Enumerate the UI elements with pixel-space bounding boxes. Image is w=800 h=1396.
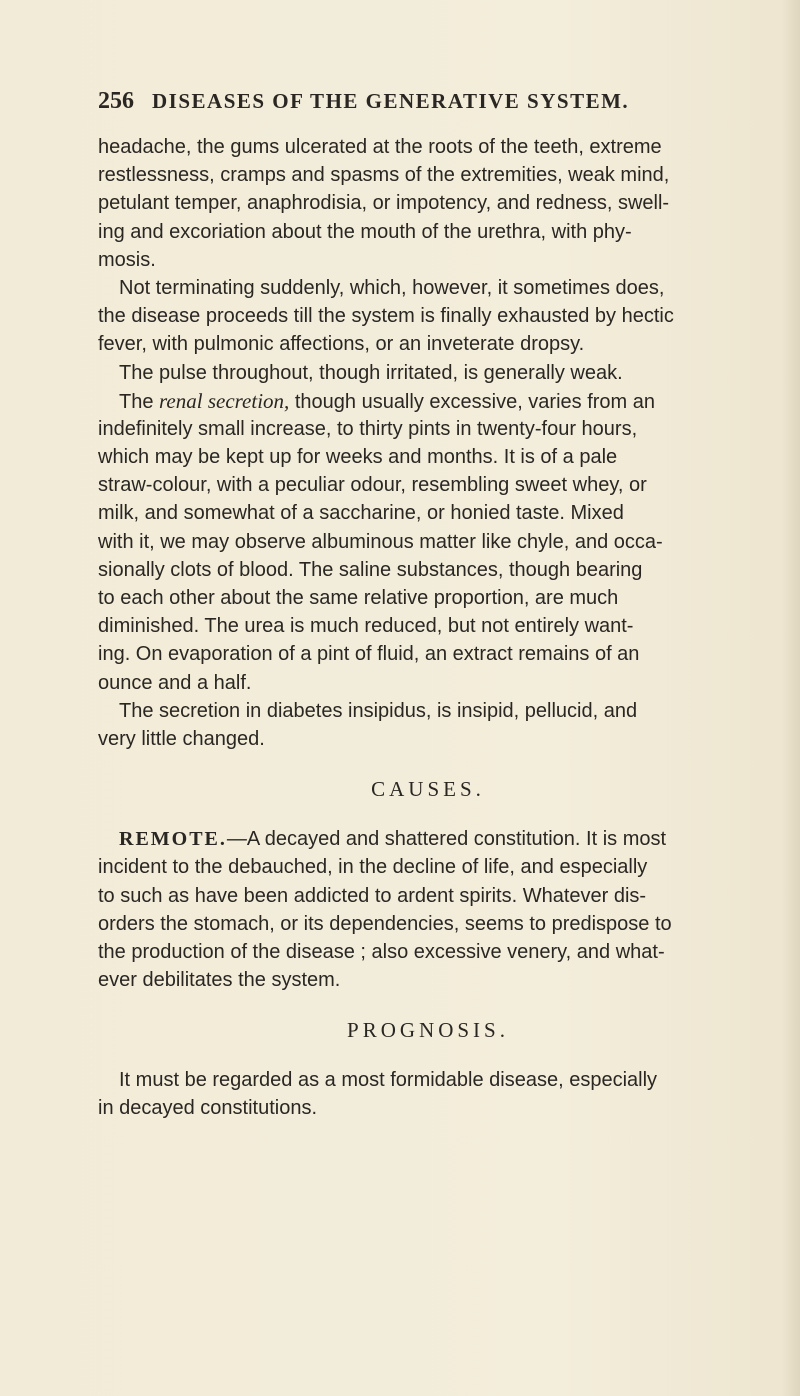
subsection-label-remote: REMOTE.	[119, 828, 227, 851]
text-line: Not terminating suddenly, which, however, it sometimes does,	[119, 276, 665, 299]
italic-term: renal secretion,	[159, 388, 290, 413]
text-line	[98, 825, 758, 853]
text-line: indefinitely small increase, to thirty pints in twenty-four hours,	[98, 417, 638, 440]
text-line: fever, with pulmonic affections, or an inveterate dropsy.	[98, 333, 585, 356]
text-line	[98, 387, 758, 415]
text-line: The pulse throughout, though irritated, is generally weak.	[119, 361, 623, 384]
text-line: ounce and a half.	[98, 671, 252, 694]
text-line: The secretion in diabetes insipidus, is insipid, pellucid, and	[119, 699, 638, 722]
section-heading-causes: CAUSES.	[371, 777, 485, 802]
running-head	[98, 88, 698, 118]
text-run: though usually excessive, varies from an	[289, 390, 656, 413]
text-line: restlessness, cramps and spasms of the extremities, weak mind,	[98, 164, 670, 187]
text-line: ever debilitates the system.	[98, 969, 341, 992]
running-title: DISEASES OF THE GENERATIVE SYSTEM.	[152, 89, 630, 113]
text-line: the production of the disease ; also excessive venery, and what-	[98, 940, 665, 963]
text-line: to such as have been addicted to ardent spirits. Whatever dis-	[98, 884, 647, 907]
text-run: —A decayed and shattered constitution. It is most	[226, 828, 667, 851]
text-run: The	[119, 390, 160, 413]
text-line: headache, the gums ulcerated at the roots of the teeth, extreme	[98, 136, 662, 158]
text-line: ing. On evaporation of a pint of fluid, an extract remains of an	[98, 643, 640, 666]
text-line: to each other about the same relative proportion, are much	[98, 587, 619, 609]
text-line: mosis.	[98, 248, 156, 271]
text-line: straw-colour, with a peculiar odour, resembling sweet whey, or	[98, 474, 647, 497]
text-line: the disease proceeds till the system is finally exhausted by hectic	[98, 305, 674, 328]
text-line: which may be kept up for weeks and months. It is of a pale	[98, 446, 618, 469]
text-line: incident to the debauched, in the decline of life, and especially	[98, 856, 648, 879]
page-number: 256	[98, 88, 134, 114]
text-line: milk, and somewhat of a saccharine, or honied taste. Mixed	[98, 502, 624, 525]
text-line: petulant temper, anaphrodisia, or impotency, and redness, swell-	[98, 192, 670, 215]
text-line: in decayed constitutions.	[98, 1097, 318, 1120]
body-text	[98, 133, 758, 1123]
page-edge-shadow	[782, 0, 800, 1396]
text-line: very little changed.	[98, 727, 265, 750]
section-heading-prognosis: PROGNOSIS.	[347, 1018, 509, 1043]
text-line: with it, we may observe albuminous matter like chyle, and occa-	[98, 530, 663, 553]
text-line: diminished. The urea is much reduced, but not entirely want-	[98, 615, 634, 638]
text-line: orders the stomach, or its dependencies, seems to predispose to	[98, 912, 672, 935]
text-line: It must be regarded as a most formidable disease, especially	[119, 1069, 658, 1092]
text-line: sionally clots of blood. The saline substances, though bearing	[98, 558, 643, 581]
text-line: ing and excoriation about the mouth of the urethra, with phy-	[98, 220, 632, 243]
